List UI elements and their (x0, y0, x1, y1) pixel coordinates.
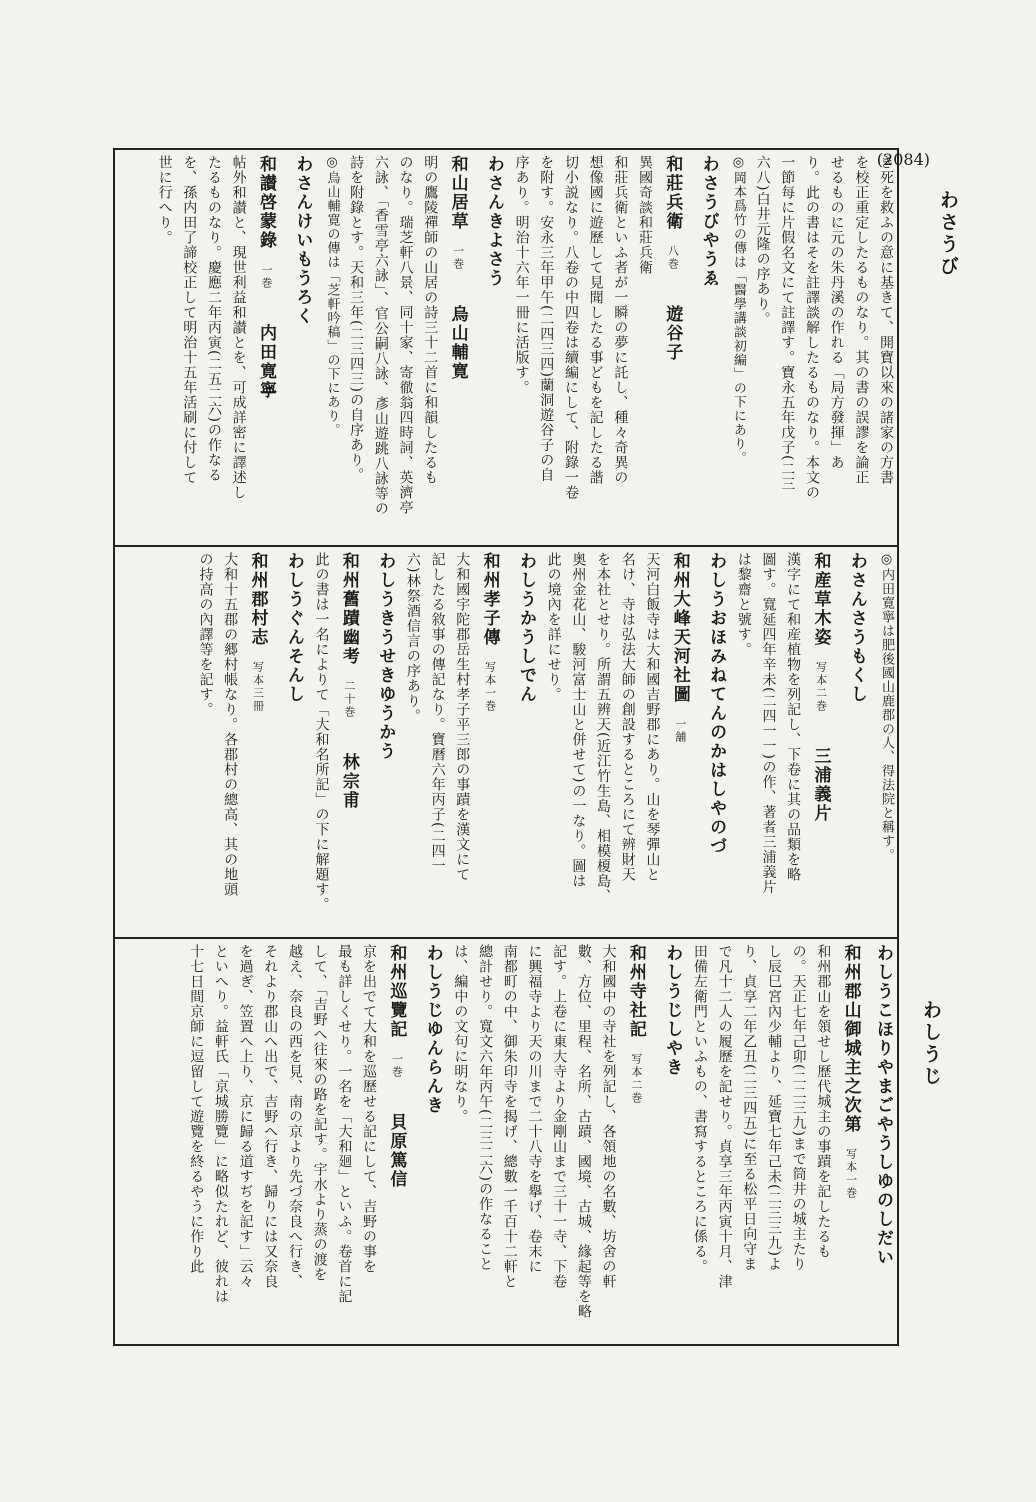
text-line: 六詠、「香雪亭六詠」、官公嗣八詠、彥山遊跳八詠等の (372, 155, 389, 516)
entry-volume: 一舖 (673, 718, 687, 744)
entry-title-text: 和州寺社記 (625, 944, 646, 1039)
text-line: 圖す。寬延四年辛未(二四一一)の作、著者三浦義片 (760, 552, 777, 895)
text-line: に興福寺より天の川まで二十八寺を擧げ、卷末に (526, 944, 543, 1274)
entry-author: 遊谷子 (662, 305, 683, 362)
entry-reading: わさんさうもくし (846, 552, 867, 704)
text-line: 序あり。明治十六年一冊に活版す。 (513, 155, 530, 395)
entry-reading: わしうかうしでん (515, 552, 536, 704)
entry-author: 貝原篤信 (386, 1113, 407, 1189)
entry-reading: わしうぐんそんし (283, 552, 304, 704)
entry-title (476, 552, 502, 932)
section-label-wasaubi: わさうび (937, 190, 959, 278)
entry-title (444, 155, 470, 541)
entry-author: 内田寛寧 (256, 324, 276, 400)
text-line: 異國奇談和莊兵衛 (637, 155, 654, 275)
entry-title (623, 944, 649, 1342)
entry-author: 三浦義片 (810, 747, 831, 823)
entry-volume: 写本二巻 (629, 1053, 643, 1105)
entry-title-text: 和莊兵衛 (662, 155, 683, 231)
entry-title-text: 和讃啓蒙錄 (256, 155, 276, 250)
text-line: し辰巳宮內少輔より、延寶七年己未(二三三九)よ (765, 944, 782, 1272)
entry-title (253, 155, 279, 541)
text-line: 帖外和讃と、現世利益和讃とを、可成詳密に譯述し (230, 155, 247, 500)
entry-title-text: 和州巡覽記 (386, 944, 407, 1039)
entry-volume: 八巻 (666, 245, 680, 271)
text-line: 南都町の中、御朱印寺を揭げ、總數一千百十二軒と (501, 944, 518, 1289)
text-line: 京を出でて大和を巡歷せる記にして、吉野の事を (361, 944, 377, 1274)
page-number: (2084) (876, 150, 930, 169)
text-line: 記す。上卷に東大寺より金剛山まで三十一寺、下卷 (551, 944, 568, 1289)
entry-reading: わしうきうせきゆうかう (375, 552, 396, 761)
entry-title (807, 552, 833, 932)
text-line: 和州郡山を領せし歷代城主の事蹟を記したるも (815, 944, 832, 1259)
entry-volume: 一巻 (260, 264, 273, 290)
biography-note: ◎内田寛寧は肥後國山鹿郡の人、得法院と稱す。 (879, 552, 894, 862)
entry-title-text: 和州舊蹟幽考 (338, 552, 359, 666)
text-line: 十七日間京師に逗留して遊覽を終るやうに作り此 (188, 944, 205, 1274)
text-line: 天河白飯寺は大和國吉野郡にあり。山を琴彈山と (644, 552, 661, 882)
entry-reading: わしうこほりやまごやうしゆのしだい (873, 944, 893, 1267)
text-line: の持高の內譯等を記す。 (197, 552, 214, 717)
text-line: を過ぎ、笠置へ上り、京に歸る道すぢを記す」云々 (237, 944, 254, 1289)
entry-volume: 一巻 (390, 1053, 404, 1079)
text-line: の。天正七年己卯(二二三九)まで筒井の城主たり (790, 944, 807, 1272)
entry-title-text: 和産草木姿 (810, 552, 831, 647)
entry-title (383, 944, 409, 1342)
text-line: を本社とせり。所謂五辨天(近江竹生島、相模榎島、 (595, 552, 612, 904)
text-line: 越え、奈良の西を見、南の京より先づ奈良へ行き、 (286, 944, 303, 1289)
text-line: たるものなり。慶應二年丙寅(二五二六)の作なる (205, 155, 222, 483)
entry-title (837, 944, 863, 1342)
band-middle (118, 552, 896, 932)
text-line: 漢字にて和産植物を列記し、下卷に其の品類を略 (785, 552, 802, 882)
entry-reading: わしうおほみねてんのかはしやのづ (706, 552, 727, 856)
entry-title (659, 155, 685, 541)
text-line: 最も詳しくせり。一名を「大和廻」といふ。卷首に記 (336, 944, 353, 1304)
entry-reading: わさんけいもうろく (292, 155, 313, 326)
entry-volume: 写本二巻 (814, 661, 828, 713)
section-label-washiuji: わしうじ (920, 1000, 942, 1088)
entry-author: 林宗甫 (338, 753, 359, 810)
entry-volume: 二十巻 (342, 680, 356, 719)
text-line: 和莊兵衛といふ者が一瞬の夢に託し、種々奇異の (612, 155, 629, 485)
text-line: 記したる敘事の傳記なり。寶曆六年丙子(二四一 (429, 552, 446, 874)
entry-title-text: 和山居草 (447, 155, 468, 231)
text-line: 總計せり。寬文六年丙午(二三二六)の作なること (477, 944, 494, 1272)
band-top (118, 155, 896, 541)
text-line: を附す。安永三年甲午(二四三四)蘭洞遊谷子の自 (538, 155, 555, 483)
entry-title (244, 552, 270, 932)
text-line: 想像國に遊歷して見聞したる事どもを記したる諧 (587, 155, 604, 485)
text-line: 奥州金花山、駿河富士山と併せて)の一なり。圖は (570, 552, 587, 889)
text-line: 明の鷹陵禪師の山居の詩三十二首に和韻したるも (422, 155, 439, 485)
text-line: 名け、寺は弘法大師の創設するところにて辨財天 (619, 552, 636, 882)
biography-note: ◎岡本爲竹の傳は「醫學講談初編」の下にあり。 (730, 155, 746, 465)
biography-note: ◎烏山輔寛の傳は「芝軒吟稿」の下にあり。 (324, 155, 340, 437)
entry-volume: 一巻 (451, 245, 465, 271)
text-line: といへり。益軒氏「京城勝覽」に略似たれど、彼れは (212, 944, 229, 1304)
entry-author: 烏山輔寛 (447, 305, 468, 381)
entry-title (336, 552, 362, 932)
entry-reading: わさうびやうゑ (698, 155, 719, 288)
text-line: して、「吉野へ往來の路を記す。宇水より蒸の渡を (311, 944, 328, 1282)
text-line: 田備左衛門といふもの、書寫するところに係る。 (691, 944, 708, 1274)
text-line: 世に行へり。 (156, 155, 173, 245)
text-line: を校正重定したるものなり。其の書の誤謬を論正 (853, 155, 870, 485)
text-line: 切小説なり。八卷の中四卷は續編にして、附錄一卷 (562, 155, 579, 500)
entry-volume: 写本一巻 (483, 661, 497, 713)
text-line: のなり。瑞芝軒八景、同十家、寄徹翁四時詞、英濟亭 (397, 155, 414, 515)
entry-title (666, 552, 692, 932)
text-line: 詩を附錄とす。天和三年(二三四三)の自序あり。 (348, 155, 365, 483)
text-line: は黎齋と號す。 (735, 552, 752, 657)
text-line: で凡十二人の履歷を記せり。貞享三年丙寅十月、津 (716, 944, 733, 1289)
text-line: 數、方位、里程、名所、古蹟、國境、古城、緣起等を略 (575, 944, 592, 1319)
text-line: 此の境內を詳にせり。 (545, 552, 562, 702)
entry-title-text: 和州大峰天河社圖 (669, 552, 690, 704)
text-line: 六)林祭酒信言の序あり。 (404, 552, 421, 724)
text-line: 六八)白井元隆の序あり。 (754, 155, 771, 327)
entry-volume: 写本一巻 (844, 1148, 858, 1200)
entry-title-text: 和州孝子傳 (479, 552, 500, 647)
band-bottom (118, 944, 896, 1342)
band-divider-2 (113, 937, 899, 939)
text-line: 此の書は一名によりて「大和名所記」の下に解題す。 (313, 552, 330, 912)
entry-reading: わしうじゆんらんき (422, 944, 443, 1115)
text-line: 大和十五郡の郷村帳なり。各郡村の總高、其の地頭 (222, 552, 239, 897)
text-line: き死を救ふの意に基きて、開寶以來の諸家の方書 (878, 155, 894, 485)
text-line: り。此の書はそを註譯談解したるものなり。本文の (803, 155, 820, 500)
text-line: を、孫内田了諦校正して明治十五年活刷に付して (181, 155, 198, 485)
text-line: 大和國宇陀郡岳生村孝子平三郎の事蹟を漢文にて (454, 552, 471, 882)
entry-reading: わしうじしやき (662, 944, 683, 1077)
text-line: せるものに元の朱丹溪の作れる「局方發揮」あ (828, 155, 845, 470)
entry-title-text: 和州郡村志 (247, 552, 268, 647)
entry-reading: わさんきよさう (483, 155, 504, 288)
text-line: 大和國中の寺社を列記し、各領地の名數、坊舍の軒 (600, 944, 617, 1289)
text-line: 一節每に片假名文にて註譯す。寶永五年戊子(二三 (779, 155, 796, 492)
band-divider-1 (113, 545, 899, 547)
text-line: は、編中の文句に明なり。 (452, 944, 469, 1124)
text-line: それより郡山へ出で、吉野へ行き、歸りには又奈良 (262, 944, 279, 1289)
entry-title-text: 和州郡山御城主之次第 (840, 944, 861, 1134)
text-line: り、貞享二年乙丑(二三四五)に至る松平日向守ま (741, 944, 758, 1272)
entry-volume: 写本三冊 (251, 661, 265, 713)
